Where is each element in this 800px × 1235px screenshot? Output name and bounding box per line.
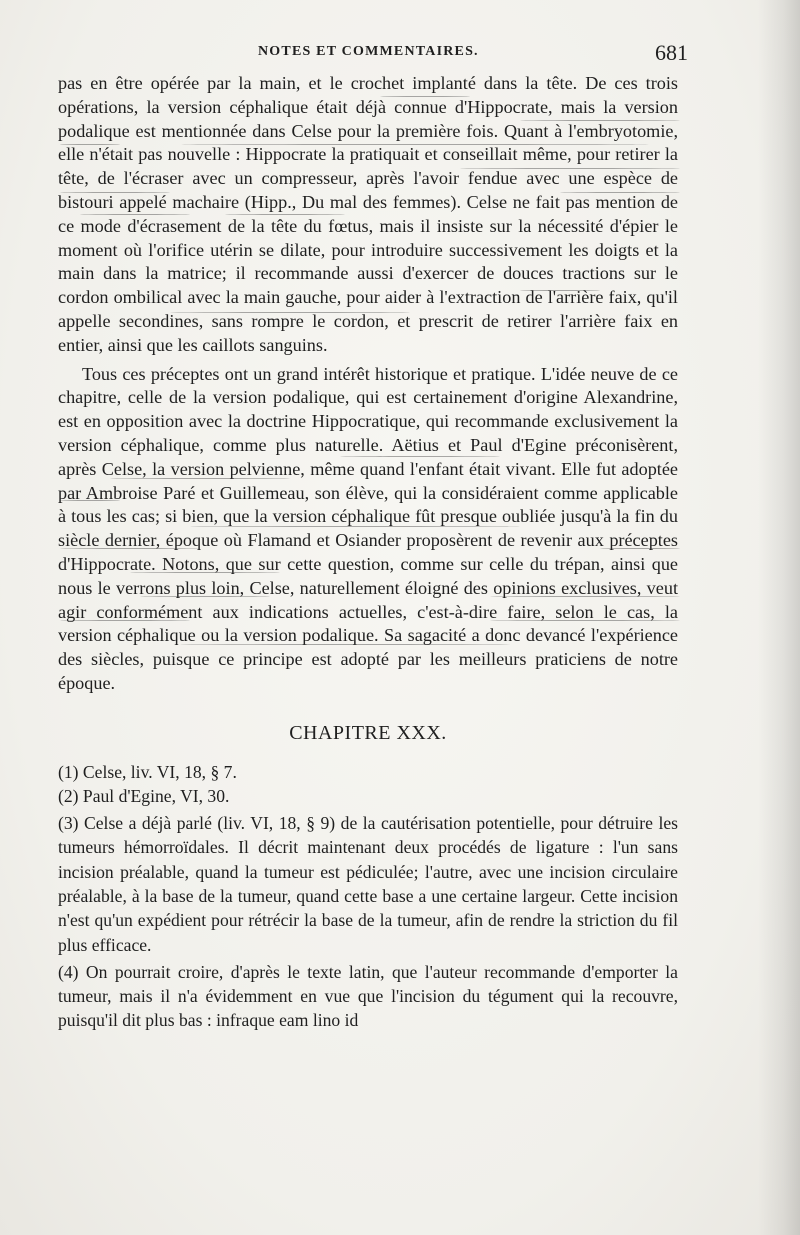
pencil-underline bbox=[340, 456, 500, 457]
main-text bbox=[58, 72, 678, 1033]
footnote-4: (4) On pourrait croire, d'après le texte latin, que l'auteur recommande d'emporter la tumeur, mais il n'a évidemment en vue que l'incision du tégument qui la recouvre, puisqu'il dit plus bas : infraque eam lino id bbox=[58, 961, 678, 1031]
footnote-3: (3) Celse a déjà parlé (liv. VI, 18, § 9) de la cautérisation potentielle, pour détruire les tumeurs hémorroïdales. Il décrit maintenant deux procédés de ligature : l'un sans incision préalable, quand la tumeur est pédiculée; l'autre, avec une incision circulaire préalable, à la base de la tumeur, quand cette base a une certaine largeur. Cette incision n'est qu'un expédient pour rétrécir la base de la tumeur, afin de rendre la striction du fil plus efficace. bbox=[58, 813, 678, 955]
pencil-underline bbox=[180, 644, 510, 645]
pencil-underline bbox=[460, 168, 680, 169]
footnote-1: (1) Celse, liv. VI, 18, § 7. bbox=[58, 761, 237, 782]
pencil-underline bbox=[490, 620, 680, 621]
pencil-underline bbox=[520, 290, 600, 291]
pencil-underline bbox=[490, 596, 680, 597]
pencil-underline bbox=[110, 478, 290, 479]
footnotes bbox=[58, 760, 678, 1033]
pencil-underline bbox=[225, 214, 345, 215]
pencil-underline bbox=[130, 572, 280, 573]
paragraph-1: pas en être opérée par la main, et le crochet implanté dans la tête. De ces trois opérations, la version céphalique était déjà connue d'Hippocrate, mais la version podalique est mentionnée dans Celse pour la première fois. Quant à l'embryotomie, elle n'était pas nouvelle : Hippocrate la pratiquait et conseillait même, pour retirer la tête, de l'écraser avec un compresseur, après l'avoir fendue avec une espèce de bistouri appelé machaire (Hipp., Du mal des femmes). Celse ne fait pas mention de ce mode d'écrasement de la tête du fœtus, mais il insiste sur la nécessité d'épier le moment où l'orifice utérin se dilate, pour introduire successivement les doigts et la main dans la matrice; il recommande aussi d'exercer de douces tractions sur le cordon ombilical avec la main gauche, pour aider à l'extraction de l'arrière faix, qu'il appelle secondines, sans rompre le cordon, et prescrit de retirer l'arrière faix en entier, ainsi que les caillots sanguins. bbox=[58, 73, 678, 355]
pencil-underline bbox=[60, 144, 120, 145]
chapter-heading: CHAPITRE XXX. bbox=[289, 721, 447, 744]
pencil-underline bbox=[60, 620, 190, 621]
pencil-underline bbox=[560, 192, 680, 193]
pencil-underline bbox=[80, 214, 190, 215]
pencil-underline bbox=[170, 312, 410, 313]
footnote-2: (2) Paul d'Egine, VI, 30. bbox=[58, 785, 230, 806]
page-number: 681 bbox=[655, 40, 688, 65]
pencil-underline bbox=[60, 500, 120, 501]
page-binding-shadow bbox=[758, 0, 800, 1235]
pencil-underline bbox=[600, 548, 680, 549]
pencil-underline bbox=[140, 596, 270, 597]
paragraph-2: Tous ces préceptes ont un grand intérêt historique et pratique. L'idée neuve de ce chapitre, celle de la version podalique, qui est certainement d'origine Alexandrine, est en opposition avec la doctrine Hippocratique, qui recommande exclusivement la version céphalique, comme plus naturelle. Aëtius et Paul d'Egine préconisèrent, après Celse, la version pelvienne, même quand l'enfant était vivant. Elle fut adoptée par Ambroise Paré et Guillemeau, son élève, qui la considéraient comme applicable à tous les cas; si bien, que la version céphalique fût presque oubliée jusqu'à la fin du siècle dernier, époque où Flamand et Osiander proposèrent de revenir aux préceptes d'Hippocrate. Notons, que sur cette question, comme sur celle du trépan, ainsi que nous le verrons plus loin, Celse, naturellement éloigné des opinions exclusives, veut agir conformément aux indications actuelles, c'est-à-dire faire, selon le cas, la version céphalique ou la version podalique. Sa sagacité a donc devancé l'expérience des siècles, puisque ce principe est adopté par les meilleurs praticiens de notre époque. bbox=[58, 363, 678, 693]
running-title: NOTES ET COMMENTAIRES. bbox=[258, 44, 479, 59]
pencil-underline bbox=[190, 526, 520, 527]
pencil-underline bbox=[60, 548, 200, 549]
pencil-underline bbox=[520, 120, 680, 121]
pencil-underline bbox=[380, 96, 470, 97]
pencil-underline bbox=[60, 192, 170, 193]
page-header bbox=[58, 40, 688, 68]
